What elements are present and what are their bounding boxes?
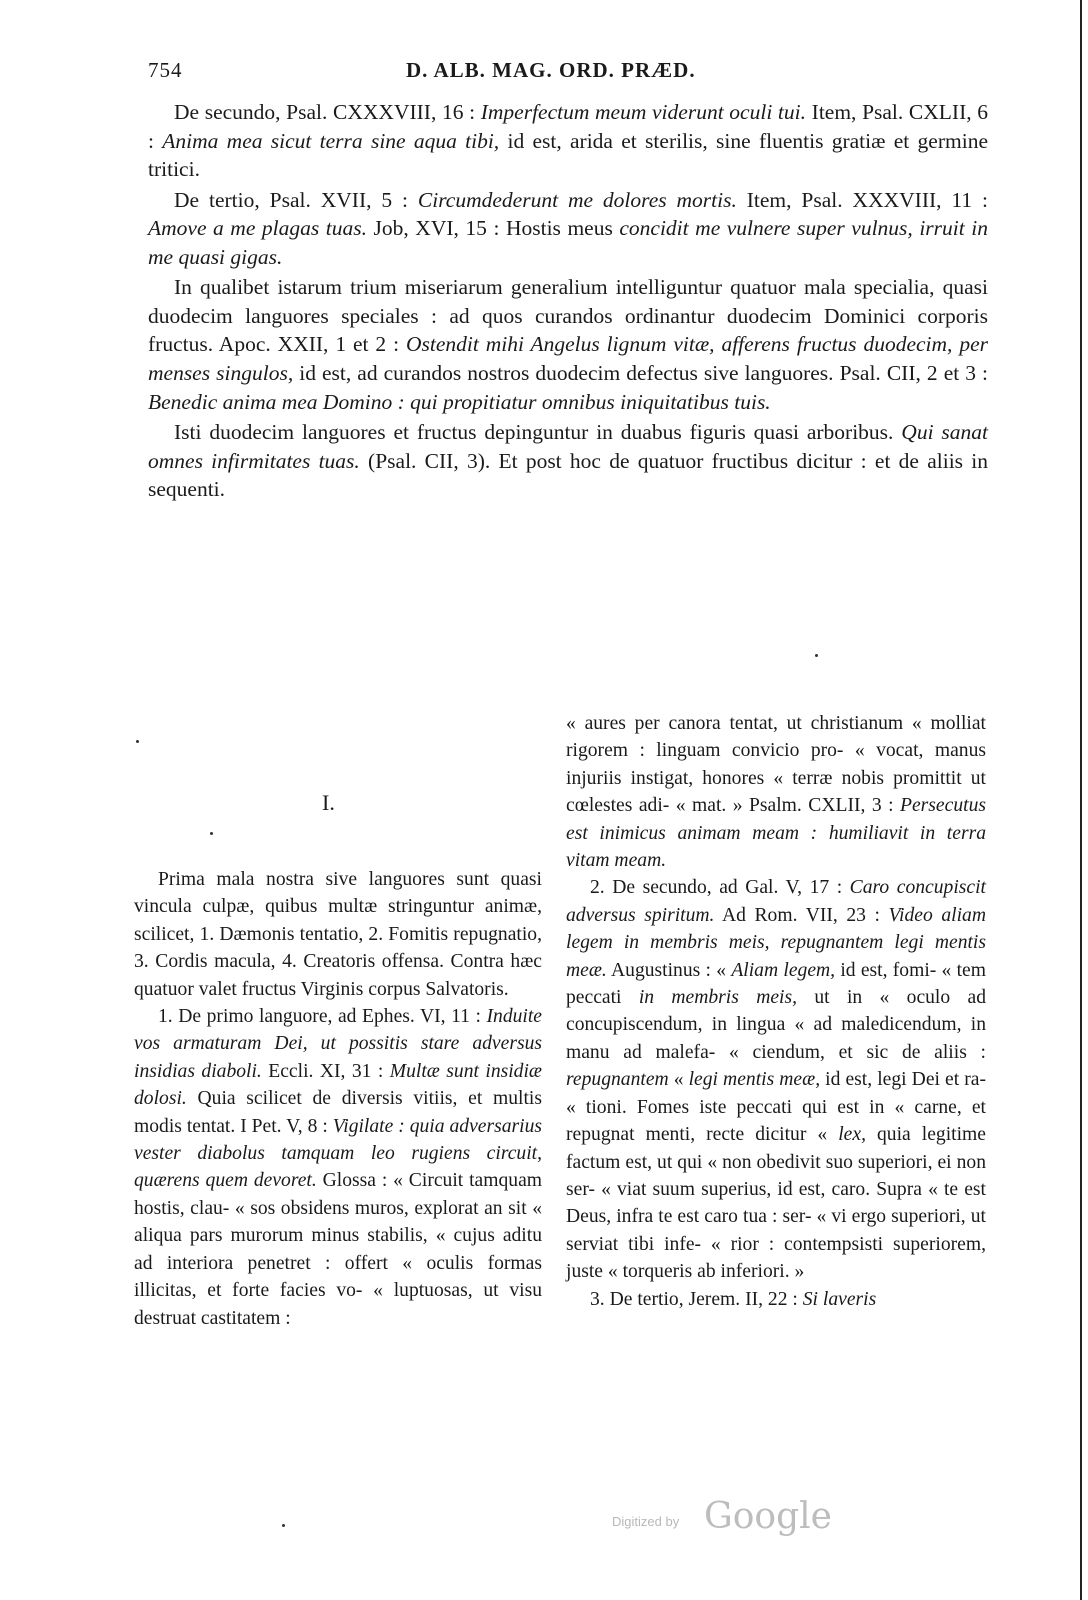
italic-run: Persecutus est inimicus animam meam : humiliavit in terra vitam meam. xyxy=(566,795,986,872)
text-run: ut in « oculo ad concupiscendum, in lingua « ad maledicendum, in manu ad malefa- « ciendum, et sic de aliis : xyxy=(566,987,987,1063)
text-run: De secundo, Psal. CXXXVIII, 16 : xyxy=(174,100,481,124)
right-paragraph-2 xyxy=(566,874,986,1285)
page-header xyxy=(146,58,988,92)
text-run: In qualibet istarum trium miseriarum generalium intelliguntur quatuor mala specialia, quasi duodecim languores speciales : ad quos curandos ordinantur duodecim Dominici corporis fructus. Apoc. XXII, 1 et 2 : xyxy=(148,275,988,357)
text-run: De tertio, Psal. XVII, 5 : xyxy=(174,187,418,212)
italic-run: Induite vos armaturam Dei, ut possitis stare adversus insidias diaboli. xyxy=(134,1006,542,1082)
text-run: quia legitime factum est, ut qui « non obedivit suo superiori, ei non ser- « viat suum superius, id est, caro. Supra « te est Deus, infra te est caro tua : ser- « vi ergo superiori, ut serviat tibi infe- « rior : contempsisti superiorem, juste « torqueris ab inferiori. » xyxy=(566,1124,986,1283)
scan-speck xyxy=(282,1524,285,1527)
section-number: I. xyxy=(322,790,335,815)
text-run: id est, ad curandos nostros duodecim defectus sive languores. Psal. CII, 2 et 3 : xyxy=(293,360,989,385)
text-run: Ad Rom. VII, 23 : xyxy=(714,904,889,926)
italic-run: Benedic anima mea Domino : qui propitiatur omnibus iniquitatibus tuis. xyxy=(148,389,771,414)
running-title: D. ALB. MAG. ORD. PRÆD. xyxy=(406,58,696,82)
scan-speck xyxy=(815,654,818,657)
text-run: id est, fomi- « tem peccati xyxy=(566,959,986,1009)
digitized-by-text: Digitized by xyxy=(612,1514,680,1529)
top-paragraph-1 xyxy=(148,98,988,184)
italic-run: in membris meis, xyxy=(638,987,798,1009)
text-run: id est, arida et sterilis, sine fluentis gratiæ et germine tritici. xyxy=(148,128,988,182)
italic-run: concidit me vulnere super vulnus, irruit in me quasi gigas. xyxy=(148,216,988,269)
text-run: « aures per canora tentat, ut christianum « molliat rigorem : linguam convicio pro- « vocat, manus injuriis instigat, honores « terræ nobis promittit ut cœlestes adi- « mat. » Psalm. CXLII, 3 : xyxy=(566,713,986,817)
text-run: « xyxy=(668,1069,689,1091)
scan-edge-line xyxy=(1080,0,1082,1600)
top-paragraph-4 xyxy=(148,418,988,504)
text-run: Glossa : « Circuit tamquam hostis, clau- « sos obsidens muros, explorat an sit « aliqua pars murorum minus stabilis, « cujus aditu ad interiora penetret : offert « oculis formas illicitas, et forte facies vo- « luptuosas, ut visu destruat castitatem : xyxy=(134,1170,543,1329)
text-run: Quia scilicet de diversis vitiis, et multis modis tentat. I Pet. V, 8 : xyxy=(134,1088,542,1137)
right-paragraph-3 xyxy=(566,1286,986,1313)
text-run: (Psal. CII, 3). Et post hoc de quatuor fructibus dicitur : et de aliis in sequenti. xyxy=(148,448,989,502)
italic-run: lex, xyxy=(838,1124,866,1146)
italic-run: Caro concupiscit adversus spiritum. xyxy=(566,877,986,926)
top-paragraph-3 xyxy=(148,273,988,416)
italic-run: Amove a me plagas tuas. xyxy=(148,216,367,241)
italic-run: Imperfectum meum viderunt oculi tui. xyxy=(480,100,807,124)
italic-run: legi mentis meæ, xyxy=(688,1069,821,1091)
italic-run: Si laveris xyxy=(802,1288,877,1310)
left-paragraph-2 xyxy=(134,1003,542,1332)
italic-run: Vigilate : quia adversarius vester diabolus tamquam leo rugiens circuit, quærens quem devoret. xyxy=(134,1115,542,1192)
text-run: Job, XVI, 15 : Hostis meus xyxy=(367,216,620,241)
scan-speck xyxy=(210,832,213,835)
left-paragraph-1 xyxy=(134,866,542,1003)
text-run: 2. De secundo, ad Gal. V, 17 : xyxy=(590,877,850,899)
right-column xyxy=(566,710,986,1313)
text-run: Item, Psal. XXXVIII, 11 : xyxy=(736,187,988,212)
scan-speck xyxy=(136,740,139,743)
italic-run: Aliam legem, xyxy=(731,959,836,981)
page-number: 754 xyxy=(148,58,183,82)
italic-run: repugnantem xyxy=(566,1069,669,1091)
text-run: Augustinus : « xyxy=(606,959,732,981)
text-run: Prima mala nostra sive languores sunt quasi vincula culpæ, quibus multæ stringuntur animæ, scilicet, 1. Dæmonis tentatio, 2. Fomitis repugnatio, 3. Cordis macula, 4. Creatoris offensa. Contra hæc quatuor valet fructus Virginis corpus Salvatoris. xyxy=(134,869,542,1000)
italic-run: Video aliam legem in membris meis, repugnantem legi mentis meæ. xyxy=(566,904,986,981)
text-run: Eccli. XI, 31 : xyxy=(261,1060,390,1082)
italic-run: Qui sanat omnes infirmitates tuas. xyxy=(148,419,989,473)
italic-run: Multæ sunt insidiæ dolosi. xyxy=(134,1060,542,1110)
digitized-footer xyxy=(612,1498,852,1548)
right-paragraph-1 xyxy=(566,710,986,874)
google-logo: Google xyxy=(704,1496,832,1537)
text-run: id est, legi Dei et ra- « tioni. Fomes iste peccati qui est in « carne, et repugnat menti, recte dicitur « xyxy=(566,1069,986,1146)
text-run: 3. De tertio, Jerem. II, 22 : xyxy=(590,1288,803,1310)
text-run: 1. De primo languore, ad Ephes. VI, 11 : xyxy=(158,1006,487,1028)
left-column xyxy=(134,866,542,1332)
top-text-block xyxy=(148,98,988,506)
italic-run: Ostendit mihi Angelus lignum vitæ, afferens fructus duodecim, per menses singulos, xyxy=(148,332,988,385)
text-run: Item, Psal. CXLII, 6 : xyxy=(148,100,989,153)
italic-run: Anima mea sicut terra sine aqua tibi, xyxy=(162,128,500,153)
text-run: Isti duodecim languores et fructus depinguntur in duabus figuris quasi arboribus. xyxy=(174,419,902,444)
top-paragraph-2 xyxy=(148,186,988,272)
italic-run: Circumdederunt me dolores mortis. xyxy=(417,187,737,212)
